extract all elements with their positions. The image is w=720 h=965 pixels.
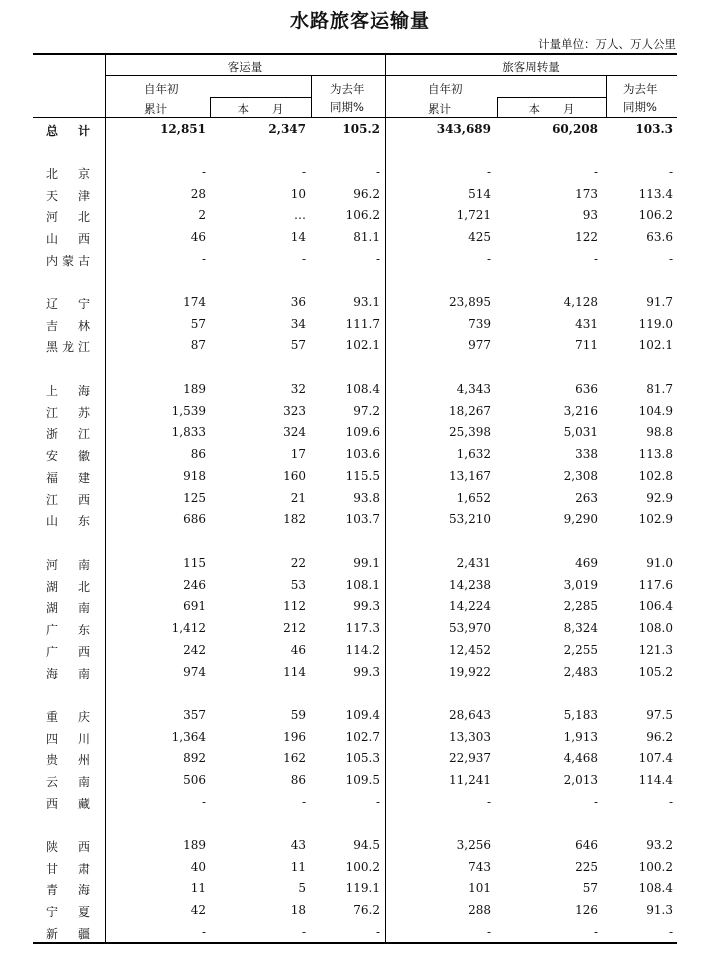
table-cell: 14,238 <box>449 577 491 592</box>
region-name: 云 南 <box>46 775 90 790</box>
table-cell: 691 <box>183 599 206 614</box>
table-cell: 100.2 <box>345 859 380 874</box>
table-cell: 263 <box>575 490 598 505</box>
table-cell: 98.8 <box>646 425 673 440</box>
region-name: 福 建 <box>46 470 90 485</box>
table-cell: 14 <box>290 230 306 245</box>
header-group-passenger-turnover: 旅客周转量 <box>502 60 560 74</box>
table-cell: 100.2 <box>638 859 673 874</box>
table-cell: 113.4 <box>638 186 673 201</box>
table-cell: 189 <box>183 838 206 852</box>
table-cell: 113.8 <box>638 447 673 462</box>
region-name: 四 川 <box>46 731 90 746</box>
table-cell: - <box>486 924 491 939</box>
table-cell: 11 <box>290 859 306 874</box>
table-cell: 92.9 <box>646 490 673 505</box>
header-month-2: 本 月 <box>528 102 575 116</box>
header-ytd-top-1: 自年初 <box>144 82 179 96</box>
table-cell: - <box>593 165 598 179</box>
table-cell: 99.3 <box>353 664 380 679</box>
table-cell: 2,483 <box>563 664 598 679</box>
table-cell: 102.8 <box>638 468 673 483</box>
table-cell: 5,031 <box>563 425 598 440</box>
table-cell: 1,632 <box>456 447 491 462</box>
table-cell: - <box>201 165 206 179</box>
table-cell: 96.2 <box>646 729 673 744</box>
table-cell: - <box>668 165 673 179</box>
table-cell: 119.1 <box>345 881 380 896</box>
table-cell: 4,343 <box>456 382 491 396</box>
table-cell: 114 <box>283 664 306 679</box>
region-name: 浙 江 <box>46 427 90 442</box>
table-cell: 18,267 <box>449 403 491 418</box>
table-cell: - <box>301 165 306 179</box>
table-cell: 101 <box>468 881 491 896</box>
table-cell: 122 <box>575 230 598 245</box>
region-name: 宁 夏 <box>46 905 90 920</box>
table-cell: 162 <box>283 751 306 766</box>
region-name: 广 东 <box>46 623 90 638</box>
table-cell: 12,851 <box>160 122 206 136</box>
table-cell: 4,468 <box>563 751 598 766</box>
table-cell: 13,303 <box>449 729 491 744</box>
table-cell: 63.6 <box>646 230 673 245</box>
table-cell: 14,224 <box>449 599 491 614</box>
page-title: 水路旅客运输量 <box>289 10 430 32</box>
table-cell: 11,241 <box>449 773 491 788</box>
table-cell: 76.2 <box>353 903 380 918</box>
table-cell: 12,452 <box>449 642 491 657</box>
table-cell: 106.2 <box>345 208 380 223</box>
table-cell: 103.3 <box>635 122 673 136</box>
header-ytd-top-2: 自年初 <box>428 82 463 96</box>
table-cell: 2,285 <box>563 599 598 614</box>
table-cell: 636 <box>575 382 598 396</box>
table-cell: 86 <box>190 447 206 462</box>
table-cell: - <box>486 165 491 179</box>
region-name: 海 南 <box>46 666 90 681</box>
table-cell: … <box>294 208 306 223</box>
table-cell: 40 <box>190 859 206 874</box>
table-cell: 1,913 <box>563 729 598 744</box>
table-cell: 174 <box>183 295 206 309</box>
table-cell: 102.1 <box>345 338 380 353</box>
table-cell: 91.3 <box>646 903 673 918</box>
region-name: 湖 北 <box>46 579 90 594</box>
table-cell: 32 <box>290 382 306 396</box>
table-cell: 2,308 <box>563 468 598 483</box>
table-cell: 23,895 <box>449 295 491 309</box>
table-cell: 18 <box>290 903 306 918</box>
table-cell: - <box>668 794 673 809</box>
table-cell: 102.9 <box>638 512 673 527</box>
table-cell: 93 <box>582 208 598 223</box>
table-cell: 242 <box>183 642 206 657</box>
region-name: 上 海 <box>46 384 90 398</box>
table-cell: 189 <box>183 382 206 396</box>
table-cell: 182 <box>283 512 306 527</box>
table-cell: 119.0 <box>638 316 673 331</box>
table-cell: 1,412 <box>171 621 206 636</box>
table-cell: 109.6 <box>345 425 380 440</box>
region-name: 山 东 <box>46 514 90 529</box>
table-cell: - <box>486 251 491 266</box>
region-name: 贵 州 <box>46 753 90 768</box>
table-cell: 918 <box>183 468 206 483</box>
table-cell: 25,398 <box>449 425 491 440</box>
region-name: 吉 林 <box>46 318 90 333</box>
table-cell: 93.8 <box>353 490 380 505</box>
table-cell: 121.3 <box>638 642 673 657</box>
table-cell: 425 <box>468 230 491 245</box>
table-cell: 107.4 <box>638 751 673 766</box>
region-name: 北 京 <box>46 167 90 181</box>
table-cell: 1,539 <box>171 403 206 418</box>
table-cell: 46 <box>190 230 206 245</box>
table-cell: 57 <box>190 316 206 331</box>
table-cell: - <box>201 794 206 809</box>
table-cell: 46 <box>290 642 306 657</box>
table-cell: 21 <box>290 490 306 505</box>
table-cell: 19,922 <box>449 664 491 679</box>
table-cell: 114.4 <box>638 773 673 788</box>
table-cell: 125 <box>183 490 206 505</box>
table-cell: 108.4 <box>345 382 380 396</box>
unit-note: 计量单位：万人、万人公里 <box>538 37 676 51</box>
table-cell: 105.2 <box>638 664 673 679</box>
table-cell: 91.7 <box>646 295 673 309</box>
header-yoy-top-2: 为去年 <box>623 82 658 96</box>
table-cell: 93.1 <box>353 295 380 309</box>
table-cell: 343,689 <box>436 122 491 136</box>
table-cell: 892 <box>183 751 206 766</box>
region-name: 西 藏 <box>46 796 90 811</box>
table-cell: 288 <box>468 903 491 918</box>
table-cell: 105.3 <box>345 751 380 766</box>
table-cell: - <box>301 924 306 939</box>
table-cell: 42 <box>190 903 206 918</box>
table-cell: 743 <box>468 859 491 874</box>
table-cell: 108.0 <box>638 621 673 636</box>
table-cell: 11 <box>190 881 206 896</box>
table-cell: 13,167 <box>449 468 491 483</box>
table-cell: - <box>668 251 673 266</box>
table-cell: 10 <box>290 186 306 201</box>
table-cell: 5 <box>298 881 306 896</box>
table-cell: 2 <box>198 208 206 223</box>
header-yoy-bottom-1: 同期% <box>330 100 364 114</box>
table-cell: 102.7 <box>345 729 380 744</box>
table-cell: - <box>301 251 306 266</box>
table-cell: 739 <box>468 316 491 331</box>
region-name: 河 南 <box>46 558 90 572</box>
table-cell: 22,937 <box>449 751 491 766</box>
table-cell: 711 <box>575 338 598 353</box>
table-cell: 324 <box>283 425 306 440</box>
table-cell: - <box>486 794 491 809</box>
table-cell: 99.3 <box>353 599 380 614</box>
table-cell: - <box>593 794 598 809</box>
table-cell: 28,643 <box>449 708 491 722</box>
table-cell: - <box>375 251 380 266</box>
region-name: 广 西 <box>46 644 90 659</box>
region-name: 湖 南 <box>46 601 90 616</box>
table-cell: 246 <box>183 577 206 592</box>
table-cell: 96.2 <box>353 186 380 201</box>
region-name: 重 庆 <box>46 710 90 724</box>
table-cell: 506 <box>183 773 206 788</box>
table-cell: 111.7 <box>345 316 380 331</box>
header-month-1: 本 月 <box>237 102 284 116</box>
table-cell: - <box>668 924 673 939</box>
table-cell: 8,324 <box>563 621 598 636</box>
table-cell: - <box>375 794 380 809</box>
table-cell: 114.2 <box>345 642 380 657</box>
region-name: 江 苏 <box>46 405 90 420</box>
table-cell: - <box>375 924 380 939</box>
table-cell: 1,721 <box>456 208 491 223</box>
table-cell: 160 <box>283 468 306 483</box>
table-cell: 99.1 <box>353 556 380 570</box>
table-cell: - <box>201 924 206 939</box>
table-cell: 196 <box>283 729 306 744</box>
table-cell: 43 <box>290 838 306 852</box>
table-cell: 117.3 <box>345 621 380 636</box>
table-cell: 97.2 <box>353 403 380 418</box>
table-cell: 106.2 <box>638 208 673 223</box>
header-ytd-bottom-1: 累计 <box>144 102 167 116</box>
table-cell: 3,256 <box>456 838 491 852</box>
table-cell: 1,652 <box>456 490 491 505</box>
table-cell: - <box>301 794 306 809</box>
table-cell: 3,216 <box>563 403 598 418</box>
table-cell: 686 <box>183 512 206 527</box>
table-cell: 9,290 <box>563 512 598 527</box>
table-cell: 81.1 <box>353 230 380 245</box>
table-cell: 2,431 <box>456 556 491 570</box>
table-cell: 112 <box>283 599 306 614</box>
table-cell: 2,255 <box>563 642 598 657</box>
region-name: 新 疆 <box>46 926 90 941</box>
table-cell: 2,013 <box>563 773 598 788</box>
total-label: 总 计 <box>46 124 90 138</box>
table-cell: 57 <box>290 338 306 353</box>
table-cell: 5,183 <box>563 708 598 722</box>
table-cell: 105.2 <box>342 122 380 136</box>
region-name: 内 蒙 古 <box>46 253 90 268</box>
region-name: 山 西 <box>46 232 90 247</box>
region-name: 陕 西 <box>46 840 90 854</box>
table-cell: 34 <box>290 316 306 331</box>
table-cell: 646 <box>575 838 598 852</box>
table-cell: 93.2 <box>646 838 673 852</box>
table-cell: 106.4 <box>638 599 673 614</box>
header-yoy-top-1: 为去年 <box>330 82 365 96</box>
table-cell: 103.7 <box>345 512 380 527</box>
region-name: 安 徽 <box>46 449 90 464</box>
table-cell: 102.1 <box>638 338 673 353</box>
region-name: 黑 龙 江 <box>46 340 90 355</box>
table-cell: 2,347 <box>268 122 306 136</box>
table-cell: 3,019 <box>563 577 598 592</box>
table-cell: 57 <box>582 881 598 896</box>
table-cell: 4,128 <box>563 295 598 309</box>
table-cell: - <box>375 165 380 179</box>
table-cell: 108.1 <box>345 577 380 592</box>
region-name: 天 津 <box>46 188 90 203</box>
table-cell: 53,970 <box>449 621 491 636</box>
table-cell: 53,210 <box>449 512 491 527</box>
table-cell: 109.5 <box>345 773 380 788</box>
table-cell: 323 <box>283 403 306 418</box>
table-cell: 17 <box>290 447 306 462</box>
table-cell: 469 <box>575 556 598 570</box>
table-cell: 431 <box>575 316 598 331</box>
table-cell: 115 <box>183 556 206 570</box>
header-yoy-bottom-2: 同期% <box>623 100 657 114</box>
table-cell: 1,833 <box>171 425 206 440</box>
table-cell: 357 <box>183 708 206 722</box>
table-cell: 91.0 <box>646 556 673 570</box>
table-cell: 97.5 <box>646 708 673 722</box>
table-cell: 104.9 <box>638 403 673 418</box>
table-cell: 109.4 <box>345 708 380 722</box>
table-cell: 87 <box>190 338 206 353</box>
table-cell: 59 <box>290 708 306 722</box>
table-cell: - <box>201 251 206 266</box>
region-name: 江 西 <box>46 492 90 507</box>
table-cell: - <box>593 924 598 939</box>
table-cell: 173 <box>575 186 598 201</box>
table-cell: 53 <box>290 577 306 592</box>
region-name: 辽 宁 <box>46 297 90 311</box>
header-group-passenger-volume: 客运量 <box>227 60 263 74</box>
table-cell: 212 <box>283 621 306 636</box>
table-cell: 94.5 <box>353 838 380 852</box>
region-name: 河 北 <box>46 210 90 225</box>
table-cell: 81.7 <box>646 382 673 396</box>
table-cell: 977 <box>468 338 491 353</box>
table-cell: 36 <box>290 295 306 309</box>
region-name: 甘 肃 <box>46 861 90 876</box>
header-ytd-bottom-2: 累计 <box>428 102 451 116</box>
table-cell: 338 <box>575 447 598 462</box>
table-cell: 60,208 <box>552 122 598 136</box>
table-cell: 1,364 <box>171 729 206 744</box>
table-cell: 86 <box>290 773 306 788</box>
table-cell: 103.6 <box>345 447 380 462</box>
table-cell: 126 <box>575 903 598 918</box>
table-cell: 514 <box>468 186 491 201</box>
table-cell: 974 <box>183 664 206 679</box>
table-cell: 108.4 <box>638 881 673 896</box>
table-cell: 22 <box>290 556 306 570</box>
table-cell: 115.5 <box>345 468 380 483</box>
table-cell: - <box>593 251 598 266</box>
table-cell: 225 <box>575 859 598 874</box>
table-cell: 117.6 <box>638 577 673 592</box>
region-name: 青 海 <box>46 883 90 898</box>
table-cell: 28 <box>190 186 206 201</box>
